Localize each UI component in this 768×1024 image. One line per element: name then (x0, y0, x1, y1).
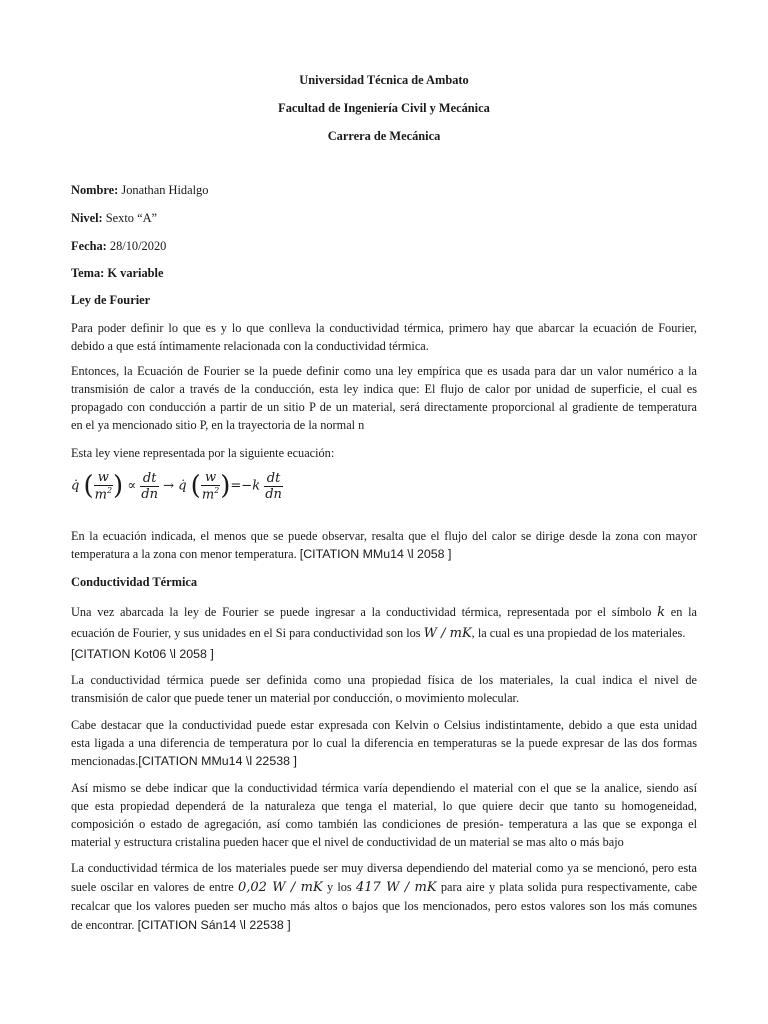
date-label: Fecha: (71, 239, 107, 253)
paragraph-line (71, 916, 697, 935)
paragraph-line (71, 602, 697, 623)
fraction-numerator: w (201, 470, 220, 486)
fraction-numerator: w (94, 470, 113, 486)
fraction-numerator: dt (264, 471, 283, 487)
paragraph-1 (71, 319, 697, 355)
k-symbol: k (657, 605, 666, 620)
arrow-icon: → (163, 478, 175, 494)
level-label: Nivel: (71, 211, 103, 225)
fraction-numerator: dt (140, 471, 159, 487)
paragraph-text: Una vez abarcada la ley de Fourier se puede ingresar a la conductividad térmica, representada por el símbolo (71, 605, 652, 619)
paragraph-line: Así mismo se debe indicar que la conductividad térmica varía dependiendo el material con el que se la analice, siendo así (71, 781, 697, 795)
value-symbol: 417 W / mK (355, 880, 437, 895)
paragraph-line: debido a que está íntimamente relacionada con la conductividad térmica. (71, 339, 429, 353)
paragraph-line: propagado con conducción a partir de un sitio P de un material, será directamente proporcional al gradiente de temperatura (71, 400, 697, 414)
paragraph-text: para aire y plata solida pura respectivamente, cabe (440, 880, 698, 894)
unit-m: m (94, 487, 107, 503)
unit-m: m (201, 487, 215, 503)
paren-close-icon: ) (113, 471, 124, 502)
topic-label: Tema: (71, 266, 105, 280)
conductivity-heading: Conductividad Térmica (71, 575, 198, 589)
topic-value: K variable (107, 266, 164, 280)
paragraph-9 (71, 859, 697, 935)
exponent: 2 (214, 486, 220, 495)
level-field (71, 211, 157, 226)
paragraph-text: ecuación de Fourier, y sus unidades en el Si para conductividad son los (71, 626, 421, 640)
paragraph-line: que esta propiedad dependerá de la naturaleza que tenga el material, lo que quiere decir que tanto su homogeneidad, (71, 799, 697, 813)
fraction-denominator: dn (141, 486, 158, 502)
q-symbol: q̇ (71, 478, 80, 494)
citation: [CITATION Kot06 \l 2058 ] (71, 647, 214, 661)
level-value: Sexto “A” (105, 211, 158, 225)
paren-open-icon: ( (83, 471, 94, 502)
name-field (71, 183, 208, 198)
paragraph-line: transmisión de calor que puede tener un material por conducción, o movimiento molecular. (71, 691, 520, 705)
paragraph-2 (71, 362, 697, 434)
paragraph-8 (71, 779, 697, 851)
paragraph-line: esta ligada a una diferencia de temperatura por lo cual la diferencia en temperaturas se la puede expresar de las dos formas (71, 736, 697, 750)
date-value: 28/10/2020 (109, 239, 167, 253)
paragraph-line (71, 878, 697, 897)
fraction-dt-dn (264, 471, 283, 502)
paragraph-3 (71, 444, 697, 462)
fraction-w-m2 (94, 470, 113, 502)
paragraph-line (71, 545, 697, 563)
value-symbol: 0,02 W / mK (237, 880, 323, 895)
q-symbol: q̇ (178, 478, 187, 494)
paragraph-line: transmisión de calor a través de la conducción, esta ley indica que: El flujo de calor por unidad de superficie, el cual es (71, 382, 697, 396)
exponent: 2 (106, 486, 113, 495)
university-title: Universidad Técnica de Ambato (299, 73, 469, 87)
fourier-equation (71, 470, 371, 514)
paragraph-line: recalcar que los valores pueden ser mucho más altos o bajos que los mencionados, pero estos valores son los más comunes (71, 899, 697, 913)
paragraph-line: Entonces, la Ecuación de Fourier se la puede definir como una ley empírica que es usada para dar un valor numérico a la (71, 364, 697, 378)
topic-field (71, 266, 164, 281)
paragraph-line: La conductividad térmica puede ser definida como una propiedad física de los materiales, la cual indica el nivel de (71, 673, 697, 687)
paragraph-text: , la cual es una propiedad de los materiales. (471, 626, 686, 640)
paragraph-line (71, 623, 697, 644)
paragraph-5 (71, 602, 697, 664)
citation: [CITATION MMu14 \l 22538 ] (138, 754, 297, 768)
paren-close-icon: ) (220, 471, 231, 502)
paragraph-line: material y estructura cristalina pueden hacer que el nivel de conductividad de un material se mas alto o más bajo (71, 835, 624, 849)
fraction-denominator: dn (265, 486, 282, 502)
citation: [CITATION MMu14 \l 2058 ] (299, 547, 452, 561)
paragraph-line (71, 752, 697, 770)
paren-open-icon: ( (190, 471, 201, 502)
k-symbol: k (252, 478, 261, 494)
paragraph-6 (71, 671, 697, 707)
paragraph-line: Cabe destacar que la conductividad puede estar expresada con Kelvin o Celsius indistintamente, debido a que esta unidad (71, 718, 697, 732)
proportional-symbol: ∝ (127, 478, 137, 494)
paragraph-line: composición o estado de agregación, así como también las condiciones de presión- temperatura a las que se exponga el (71, 817, 697, 831)
paragraph-line: Esta ley viene representada por la siguiente ecuación: (71, 446, 335, 460)
paragraph-text: y los (326, 880, 352, 894)
name-value: Jonathan Hidalgo (121, 183, 209, 197)
paragraph-line: En la ecuación indicada, el menos que se puede observar, resalta que el flujo del calor se dirige desde la zona con mayor (71, 529, 697, 543)
paragraph-text: temperatura a la zona con menor temperatura. (71, 547, 297, 561)
paragraph-text: de encontrar. (71, 918, 135, 932)
paragraph-text: mencionadas. (71, 754, 139, 768)
date-field (71, 239, 166, 254)
paragraph-4 (71, 527, 697, 563)
paragraph-line: La conductividad térmica de los materiales puede ser muy diversa dependiendo del material como ya se mencionó, pero esta (71, 861, 697, 875)
paragraph-text: suele oscilar en valores de entre (71, 880, 234, 894)
paragraph-line: Para poder definir lo que es y lo que conlleva la conductividad térmica, primero hay que abarcar la ecuación de Fourier, (71, 321, 697, 335)
paragraph-text: en la (670, 605, 698, 619)
paragraph-line: en el ya mencionado sitio P, en la trayectoria de la normal n (71, 418, 365, 432)
citation: [CITATION Sán14 \l 22538 ] (137, 918, 291, 932)
name-label: Nombre: (71, 183, 119, 197)
paragraph-7 (71, 716, 697, 770)
fraction-denominator (201, 486, 220, 502)
fourier-heading: Ley de Fourier (71, 293, 151, 307)
fraction-dt-dn (140, 471, 159, 502)
equals-minus-symbol: =− (230, 478, 253, 494)
career-title: Carrera de Mecánica (327, 129, 441, 143)
fraction-w-m2 (201, 470, 220, 502)
fraction-denominator (94, 486, 113, 502)
faculty-title: Facultad de Ingeniería Civil y Mecánica (278, 101, 490, 115)
unit-symbol: W / mK (423, 626, 472, 641)
